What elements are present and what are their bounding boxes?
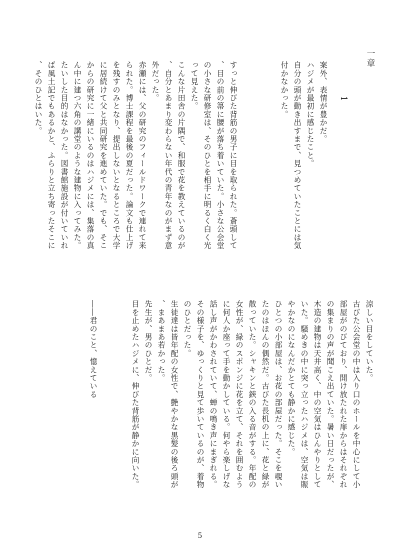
text-block-upper-right	[278, 61, 330, 257]
paragraph: 案外、表情が豊かだ。	[319, 61, 328, 143]
section-number: 1	[339, 96, 348, 102]
paragraph: 涼しい目をしていた。	[365, 300, 374, 382]
paragraph: 赤瀬には、父の研究のフィールドワークで連れて来 られた。博士課程を最後の夏だった。論文も仕上げ を残すのみとなり、提出しないとなるところで大学 に居続けて父と共同研究を進めていた。でも、そこ からの研究に一緒にいるのはハジメには、集落の真 ん中に建つ六角の講堂のような建物に入ってみた。 たいした目的はなかった。図書館施設が付いていれ ば風土記でもあるかと、ふらりと立ち寄ったそこに 、そのひとはいた。	[34, 61, 147, 250]
text-block-lower-left	[87, 300, 100, 496]
paragraph: ――君のこと、憶えている	[89, 300, 98, 399]
chapter-title: 一章	[365, 49, 375, 68]
page-number: 5	[197, 532, 203, 540]
paragraph: 目を止めたハジメに、伸びた背筋が静かに向いた。	[131, 300, 140, 489]
text-block-lower-right	[129, 300, 376, 496]
paragraph: ひとつの小部屋は、お花の部屋だった。そこを覗い たのはほんの偶然だ。古びた長机の上に、花と緑が 散っていた。シャキンと鋏の入る音がする。年配の 女性が、緑のスポンジに花を立て、それを囲むよう に何人か座って手を動かしている。何やら楽しげな 話し声がかわされていて、蝉の鳴き声にまぎれる。	[209, 300, 283, 489]
paragraph: 自分の頭が動き出すまで、見つめていたことには気 付かなかった。	[280, 61, 302, 250]
paragraph: ハジメが最初に感じたこと。	[306, 61, 315, 168]
paragraph: その様子を、ゆっくりと見て歩いているのが、着物 のひとだった。	[183, 300, 205, 489]
text-block-upper-left	[32, 61, 240, 257]
paragraph: すっと伸びた背筋の男子に目を取られた。蒼頭して 、目の前の箒に腰が落ち着いていた。小さな公会堂 の小さな研修室は、そのひとを相手に明るく白く光 って見えた。	[190, 61, 238, 250]
paragraph: 生徒達は皆年配の女性で、艶やかな黒髪の後ろ頭が 、まあまあ若かった。	[157, 300, 179, 489]
paragraph: こんな片田舎の片隅で、和服で花を教えているのが 、自分とあまり変わらない年代の青年なのがまず意 外だった。	[151, 61, 186, 250]
paragraph: 古びた公会堂の中は入り口のホールを中心にして小 部屋がのびており、開け放たれた扉からはそれぞれ の集まりの声が聞こえ出ていた。暑い日だったが、 木造の建物は天井高く、中の空気はひんやりとして いた。騒めきの中に突っ立ったハジメは、空気は賑 やかなのになんだかとても静かに感じた。	[287, 300, 361, 489]
paragraph: 先生が、男のひとだ。	[144, 300, 153, 382]
